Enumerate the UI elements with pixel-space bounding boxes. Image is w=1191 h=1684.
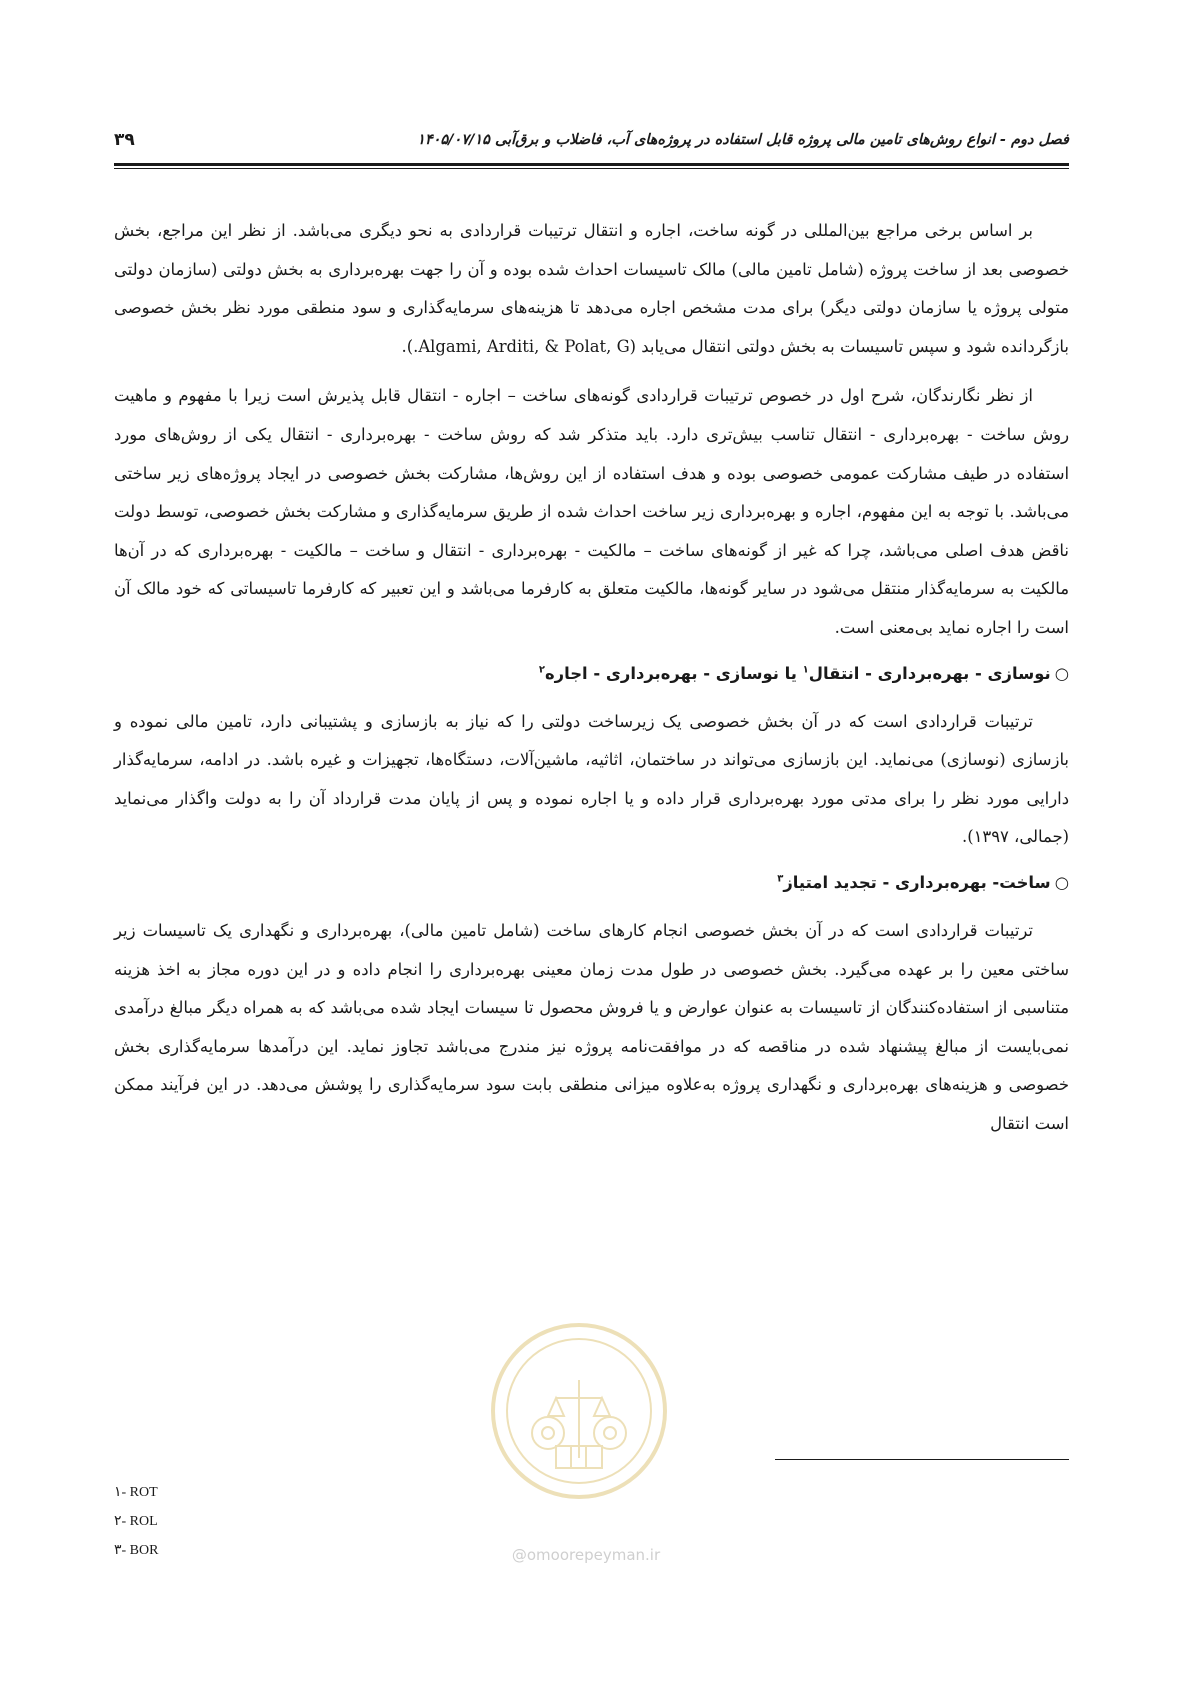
heading-text: ساخت- بهره‌برداری - تجدید امتیاز [783, 872, 1051, 892]
footnote-ref: ۳ [777, 873, 784, 885]
footnote-item: ۱- ROT [114, 1485, 158, 1500]
chapter-title: فصل دوم - انواع روش‌های تامین مالی پروژه قابل استفاده در پروژه‌های آب، فاضلاب و برق‌آبی ۱۴۰۵/۰۷/۱۵ [417, 132, 1069, 148]
footnotes [114, 1478, 414, 1565]
paragraph-1: بر اساس برخی مراجع بین‌المللی در گونه ساخت، اجاره و انتقال ترتیبات قراردادی به نحو دیگری می‌باشد. از نظر این مراجع، بخش خصوصی بعد از ساخت پروژه (شامل تامین مالی) مالک تاسیسات احداث شده بوده و آن را جهت بهره‌برداری به بخش دولتی (سازمان دولتی متولی پروژه یا سازمان دولتی دیگر) برای مدت مشخص اجاره می‌دهد تا هزینه‌های سرمایه‌گذاری و سود منطقی مورد نظر بخش خصوصی بازگردانده شود و سپس تاسیسات به بخش دولتی انتقال می‌یابد (Algami, Arditi, & Polat, G.). [114, 221, 1069, 356]
watermark-logo-icon [486, 1318, 672, 1504]
footnote-item: ۲- ROL [114, 1514, 158, 1529]
bullet-icon: ○ [1054, 872, 1069, 892]
watermark-site: @omoorepeyman.ir [511, 1546, 661, 1564]
paragraph-4: ترتیبات قراردادی است که در آن بخش خصوصی انجام کارهای ساخت (شامل تامین مالی)، بهره‌برداری و نگهداری یک تاسیسات زیر ساختی معین را بر عهده می‌گیرد. بخش خصوصی در طول مدت زمان معینی بهره‌برداری را انجام داده و در این دوره مجاز به اخذ هزینه متناسبی از استفاده‌کنندگان از تاسیسات به عنوان عوارض و یا فروش محصول تا سیسات ایجاد شده می‌باشد که به همراه دیگر مبالغ درآمدی نمی‌بایست از مبالغ پیشنهاد شده در مناقصه که در موافقت‌نامه پروژه نیز مندرج می‌باشد تجاوز نماید. این درآمدها سرمایه‌گذاری بخش خصوصی و هزینه‌های بهره‌برداری و نگهداری پروژه به‌علاوه میزانی منطقی بابت سود سرمایه‌گذاری را پوشش می‌دهد. در این فرآیند ممکن است انتقال [114, 920, 1069, 1133]
footnote-item: ۳- BOR [114, 1543, 159, 1558]
paragraph-3: ترتیبات قراردادی است که در آن بخش خصوصی یک زیرساخت دولتی را که نیاز به بازسازی و پشتیبانی دارد، تامین مالی نموده و بازسازی (نوسازی) می‌نماید. این بازسازی می‌تواند در ساختمان، اثاثیه، ماشین‌آلات، دستگاه‌ها، تجهیزات و غیره باشد. در ادامه، سرمایه‌گذار دارایی مورد نظر را برای مدتی مورد بهره‌برداری قرار داده و یا اجاره نموده و پس از پایان مدت قرارداد آن را به دولت واگذار می‌نماید (جمالی، ۱۳۹۷). [114, 711, 1069, 847]
page-number: ۳۹ [114, 130, 135, 150]
footnote-ref: ۱ [802, 664, 809, 676]
header-rule-thin [114, 168, 1069, 169]
section-heading-bor [114, 868, 1069, 898]
bullet-icon: ○ [1054, 663, 1069, 683]
heading-text: نوسازی - بهره‌برداری - انتقال [808, 663, 1051, 683]
paragraph-2: از نظر نگارندگان، شرح اول در خصوص ترتیبات قراردادی گونه‌های ساخت – اجاره - انتقال قابل پذیرش است زیرا با مفهوم و ماهیت روش ساخت - بهره‌برداری - انتقال تناسب بیش‌تری دارد. باید متذکر شد که روش ساخت - بهره‌برداری - انتقال یکی از روش‌های مورد استفاده در طیف مشارکت عمومی خصوصی بوده و هدف استفاده از این روش‌ها، مشارکت بخش خصوصی در ایجاد پروژه‌های زیر ساختی می‌باشد. با توجه به این مفهوم، اجاره و بهره‌برداری زیر ساخت احداث شده از طریق سرمایه‌گذاری و مشارکت بخش خصوصی، توسط دولت ناقض هدف اصلی می‌باشد، چرا که غیر از گونه‌های ساخت – مالکیت - بهره‌برداری - انتقال و ساخت – مالکیت - بهره‌برداری که در آن‌ها مالکیت به سرمایه‌گذار منتقل می‌شود در سایر گونه‌ها، مالکیت متعلق به کارفرما می‌باشد و این تعبیر که کارفرما تاسیساتی که خود مالک آن است را اجاره نماید بی‌معنی است. [114, 386, 1069, 637]
heading-text: یا نوسازی - بهره‌برداری - اجاره [544, 663, 803, 683]
footnote-rule [775, 1459, 1069, 1460]
header-rule-thick [114, 163, 1069, 166]
section-heading-rot [114, 659, 1069, 689]
page-header [114, 128, 1069, 168]
body-content [114, 212, 1069, 1154]
footnote-ref: ۲ [538, 664, 545, 676]
